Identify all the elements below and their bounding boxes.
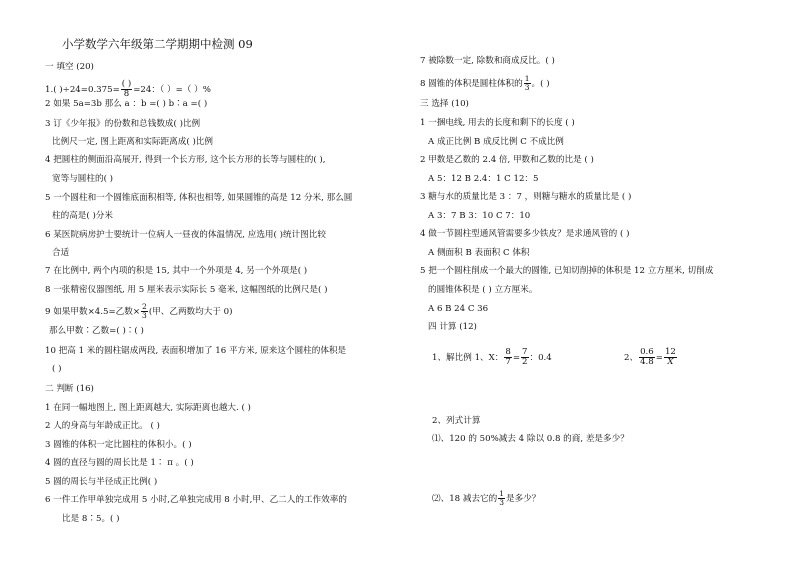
question-judge-5: 5 圆的周长与半径成正比例( ) xyxy=(45,477,158,487)
question-choice-5-options: A 6 B 24 C 36 xyxy=(428,304,489,314)
fraction xyxy=(121,80,132,99)
question-text: =24：（ ）=（ ）% xyxy=(133,85,211,95)
fraction-numerator: 1 xyxy=(499,489,505,498)
question-text: 1、解比例 1、X： xyxy=(432,353,504,363)
fraction-numerator: 8 xyxy=(505,347,511,357)
fraction-denominator: 2 xyxy=(522,357,528,367)
question-text: ：0.4 xyxy=(529,353,552,363)
fraction xyxy=(141,303,148,320)
question-fill-3: 3 订《少年报》的份数和总钱数成( )比例 xyxy=(45,119,201,129)
question-text: ⑵、18 减去它的 xyxy=(432,494,498,504)
question-judge-7: 7 被除数一定, 除数和商成反比。( ) xyxy=(420,56,555,66)
section-heading-choice: 三 选择 (10) xyxy=(420,99,469,109)
question-judge-1: 1 在同一幅地图上, 图上距离越大, 实际距离也越大. ( ) xyxy=(45,403,251,413)
fraction-numerator: 0.6 xyxy=(640,347,654,357)
equals-sign: = xyxy=(512,353,521,363)
question-judge-2: 2 人的身高与年龄成正比。 ( ) xyxy=(45,421,160,431)
question-judge-6: 6 一件工作甲单独完成用 5 小时,乙单独完成用 8 小时,甲、乙二人的工作效率的 xyxy=(45,495,347,505)
fraction xyxy=(639,348,655,367)
question-fill-10: 10 把高 1 米的圆柱锯成两段, 表面积增加了 16 平方米, 原来这个圆柱的体积是 xyxy=(45,346,347,356)
question-text: 8 圆锥的体积是圆柱体积的 xyxy=(420,79,523,89)
section-heading-calc: 四 计算 (12) xyxy=(428,322,477,332)
question-fill-1 xyxy=(45,80,211,99)
fraction xyxy=(524,75,531,92)
fraction-numerator: 12 xyxy=(664,347,676,357)
question-fill-7: 7 在比例中, 两个内项的积是 15, 其中一个外项是 4, 另一个外项是( ) xyxy=(45,266,308,276)
question-fill-5: 5 一个圆柱和一个圆锥底面积相等, 体积也相等, 如果圆锥的高是 12 分米, 那么圆 xyxy=(45,193,353,203)
equals-sign: = xyxy=(655,353,663,363)
fraction xyxy=(498,490,505,507)
question-fill-3-line2: 比例尺一定, 图上距离和实际距离成( )比例 xyxy=(52,137,213,147)
question-text: 1.( )÷24=0.375= xyxy=(45,85,120,95)
question-text: (甲、乙两数均大于 0) xyxy=(148,307,233,317)
calc-proportion-1 xyxy=(432,348,552,367)
fraction xyxy=(504,348,511,367)
question-fill-10-line2: ( ) xyxy=(52,364,62,374)
page-title: 小学数学六年级第二学期期中检测 09 xyxy=(62,37,253,51)
question-fill-4-line2: 宽等与圆柱的( ) xyxy=(52,174,113,184)
question-choice-3-options: A 3：7 B 3：10 C 7：10 xyxy=(428,211,531,221)
fraction xyxy=(521,348,528,367)
question-fill-6: 6 某医院病房护士要统计一位病人一昼夜的体温情况, 应选用( )统计图比较 xyxy=(45,230,326,240)
question-fill-9-line2: 那么甲数∶乙数=( )∶( ) xyxy=(49,326,144,336)
question-judge-6-line2: 比是 8∶5。( ) xyxy=(62,514,120,524)
fraction-numerator: 2 xyxy=(142,302,147,311)
question-choice-1-options: A 成正比例 B 成反比例 C 不成比例 xyxy=(428,137,564,147)
fraction-denominator: 4.8 xyxy=(640,357,654,367)
question-fill-9 xyxy=(45,303,232,320)
question-choice-2-options: A 5：12 B 2.4：1 C 12：5 xyxy=(428,174,539,184)
question-fill-4: 4 把圆柱的侧面沿高展开, 得到一个长方形, 这个长方形的长等与圆柱的( ), xyxy=(45,155,326,165)
calc-expression-1: ⑴、120 的 50%减去 4 除以 0.8 的商, 差是多少？ xyxy=(432,434,629,444)
calc-expression-heading: 2、列式计算 xyxy=(432,416,481,426)
question-choice-1: 1 一捆电线, 用去的长度和剩下的长度 ( ) xyxy=(420,118,575,128)
question-fill-8: 8 一张精密仪器图纸, 用 5 厘米表示实际长 5 毫米, 这幅图纸的比例尺是( ) xyxy=(45,285,328,295)
question-text: 2、 xyxy=(624,353,639,363)
fraction-denominator: 7 xyxy=(505,357,511,367)
question-choice-4-options: A 侧面积 B 表面积 C 体积 xyxy=(428,248,530,258)
fraction-denominator: 3 xyxy=(499,498,505,507)
question-choice-3: 3 糖与水的质量比是 3 ：7 ，则糖与糖水的质量比是 ( ) xyxy=(420,192,632,202)
question-choice-2: 2 甲数是乙数的 2.4 倍, 甲数和乙数的比是 ( ) xyxy=(420,155,594,165)
question-text: 。( ) xyxy=(531,79,550,89)
section-heading-fill-blank: 一 填空 (20) xyxy=(45,62,94,72)
question-judge-3: 3 圆锥的体积一定比圆柱的体积小。( ) xyxy=(45,440,192,450)
fraction-numerator: 1 xyxy=(524,74,530,83)
section-heading-judge: 二 判断 (16) xyxy=(45,384,94,394)
question-fill-6-line2: 合适 xyxy=(52,248,70,258)
question-judge-8 xyxy=(420,75,550,92)
question-fill-5-line2: 柱的高是( )分米 xyxy=(52,211,113,221)
question-choice-5: 5 把一个圆柱削成一个最大的圆锥, 已知切削掉的体积是 12 立方厘米, 切削成 xyxy=(420,266,714,276)
question-text: 9 如果甲数×4.5=乙数× xyxy=(45,307,141,317)
fraction-numerator: ( ) xyxy=(121,79,132,89)
fraction-denominator: 3 xyxy=(524,83,530,92)
fraction-denominator: 8 xyxy=(123,89,130,99)
question-choice-4: 4 做一节圆柱型通风管需要多少铁皮？是求通风管的 ( ) xyxy=(420,229,630,239)
calc-expression-2 xyxy=(432,490,540,507)
calc-proportion-2 xyxy=(624,348,678,367)
fraction-numerator: 7 xyxy=(522,347,528,357)
fraction-denominator: 3 xyxy=(142,311,147,320)
question-choice-5-line2: 的圆锥体积是 ( ) 立方厘米。 xyxy=(428,285,538,295)
question-judge-4: 4 圆的直径与圆的周长比是 1∶ π 。( ) xyxy=(45,458,194,468)
question-text: 是多少？ xyxy=(506,494,541,504)
fraction xyxy=(664,348,677,367)
question-fill-2: 2 如果 5a=3b 那么 a ：b =( ) b∶a =( ) xyxy=(45,99,208,109)
fraction-denominator: X xyxy=(667,357,674,367)
